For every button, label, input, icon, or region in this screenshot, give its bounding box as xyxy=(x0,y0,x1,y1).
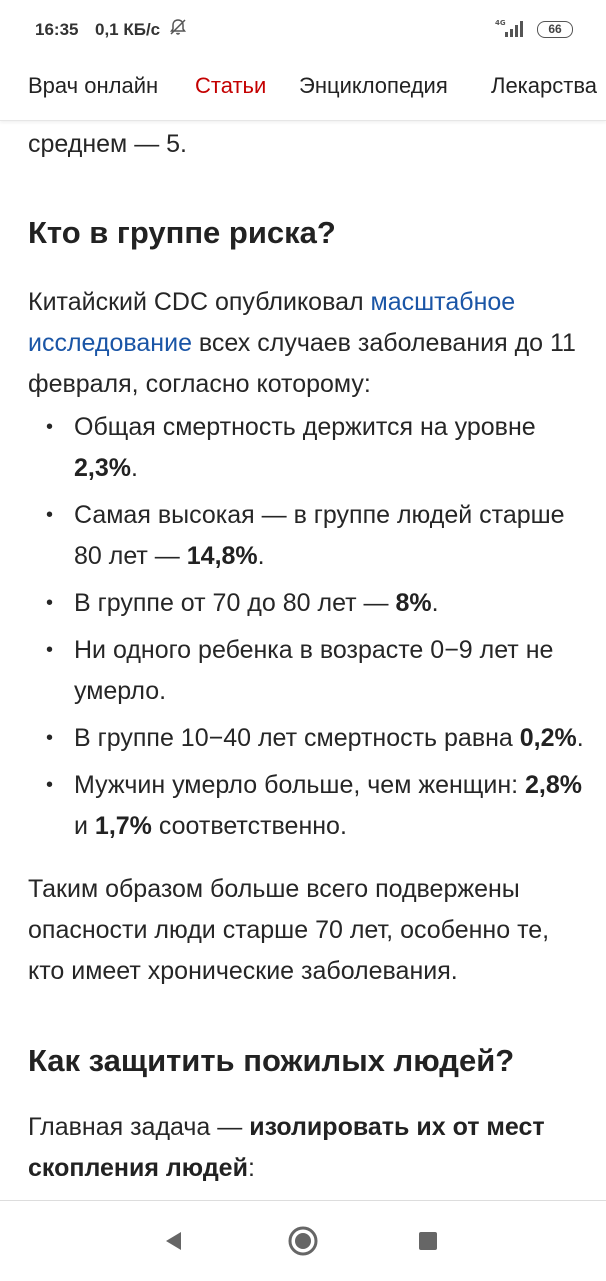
bullet-icon: • xyxy=(46,727,54,749)
list-item-text: соответственно. xyxy=(151,812,347,840)
list-item-text: Мужчин умерло больше, чем женщин: xyxy=(74,771,526,799)
back-icon[interactable] xyxy=(163,1230,185,1252)
stat-value: 8% xyxy=(395,589,432,617)
nav-item-articles[interactable]: Статьи xyxy=(195,73,267,98)
nav-item-doctor-online[interactable]: Врач онлайн xyxy=(28,73,159,98)
list-item xyxy=(28,583,588,624)
clock: 16:35 xyxy=(35,20,79,39)
list-item-text: Ни одного ребенка в возрасте 0−9 лет не умерло. xyxy=(74,636,554,705)
list-item xyxy=(28,765,588,847)
list-item-text: . xyxy=(576,724,584,752)
bullet-icon: • xyxy=(46,416,54,438)
stat-value: 0,2% xyxy=(519,724,577,752)
bullet-icon: • xyxy=(46,592,54,614)
paragraph-main-task xyxy=(28,1107,588,1189)
battery-indicator: 66 xyxy=(537,21,573,38)
emphasis-text: изолировать их от мест скопления людей xyxy=(28,1113,545,1182)
list-item-text: В группе от 70 до 80 лет — xyxy=(74,589,396,617)
list-item xyxy=(28,718,588,759)
signal-icon xyxy=(495,18,529,38)
system-navigation-bar xyxy=(0,1200,606,1281)
list-item xyxy=(28,407,588,489)
nav-item-encyclopedia[interactable]: Энциклопедия xyxy=(299,73,448,98)
list-item xyxy=(28,495,588,577)
list-item-text: . xyxy=(431,589,439,617)
stat-value: 14,8% xyxy=(186,542,258,570)
heading-risk-group: Кто в группе риска? xyxy=(28,215,336,250)
stat-value: 1,7% xyxy=(94,812,152,840)
status-bar xyxy=(0,0,606,60)
home-icon[interactable] xyxy=(287,1225,319,1257)
paragraph-text: Главная задача — xyxy=(28,1113,250,1141)
bullet-icon: • xyxy=(46,639,54,661)
list-item-text: и xyxy=(74,812,95,840)
stat-value: 2,8% xyxy=(525,771,582,799)
stat-value: 2,3% xyxy=(74,454,131,482)
bullet-icon: • xyxy=(46,504,54,526)
mute-bell-icon xyxy=(168,17,188,37)
bullet-icon: • xyxy=(46,774,54,796)
heading-protect-elderly: Как защитить пожилых людей? xyxy=(28,1043,515,1078)
network-type: 4G xyxy=(495,19,506,27)
list-item-text: . xyxy=(130,454,138,482)
stats-list xyxy=(28,407,588,847)
list-item-text: Общая смертность держится на уровне xyxy=(74,413,536,441)
network-speed: 0,1 КБ/с xyxy=(95,20,161,39)
intro-tail-text: среднем — 5. xyxy=(28,130,187,158)
top-nav xyxy=(0,60,606,121)
paragraph-study xyxy=(28,282,588,405)
list-item-text: Самая высокая — в группе людей старше 80 лет — xyxy=(74,501,565,570)
paragraph-text: Китайский CDC опубликовал xyxy=(28,288,371,316)
article-body xyxy=(28,120,588,1189)
paragraph-text: : xyxy=(247,1154,255,1182)
list-item-text: В группе 10−40 лет смертность равна xyxy=(74,724,520,752)
nav-item-medicines[interactable]: Лекарства xyxy=(491,73,598,98)
list-item xyxy=(28,630,588,712)
list-item-text: . xyxy=(257,542,265,570)
study-link[interactable]: масштабное исследование xyxy=(28,288,516,357)
paragraph-text: всех случаев заболевания до 11 февраля, согласно которому: xyxy=(28,329,576,398)
paragraph-conclusion: Таким образом больше всего подвержены опасности люди старше 70 лет, особенно те, кто имеет хронические заболевания. xyxy=(28,875,550,985)
recents-icon[interactable] xyxy=(418,1231,438,1251)
